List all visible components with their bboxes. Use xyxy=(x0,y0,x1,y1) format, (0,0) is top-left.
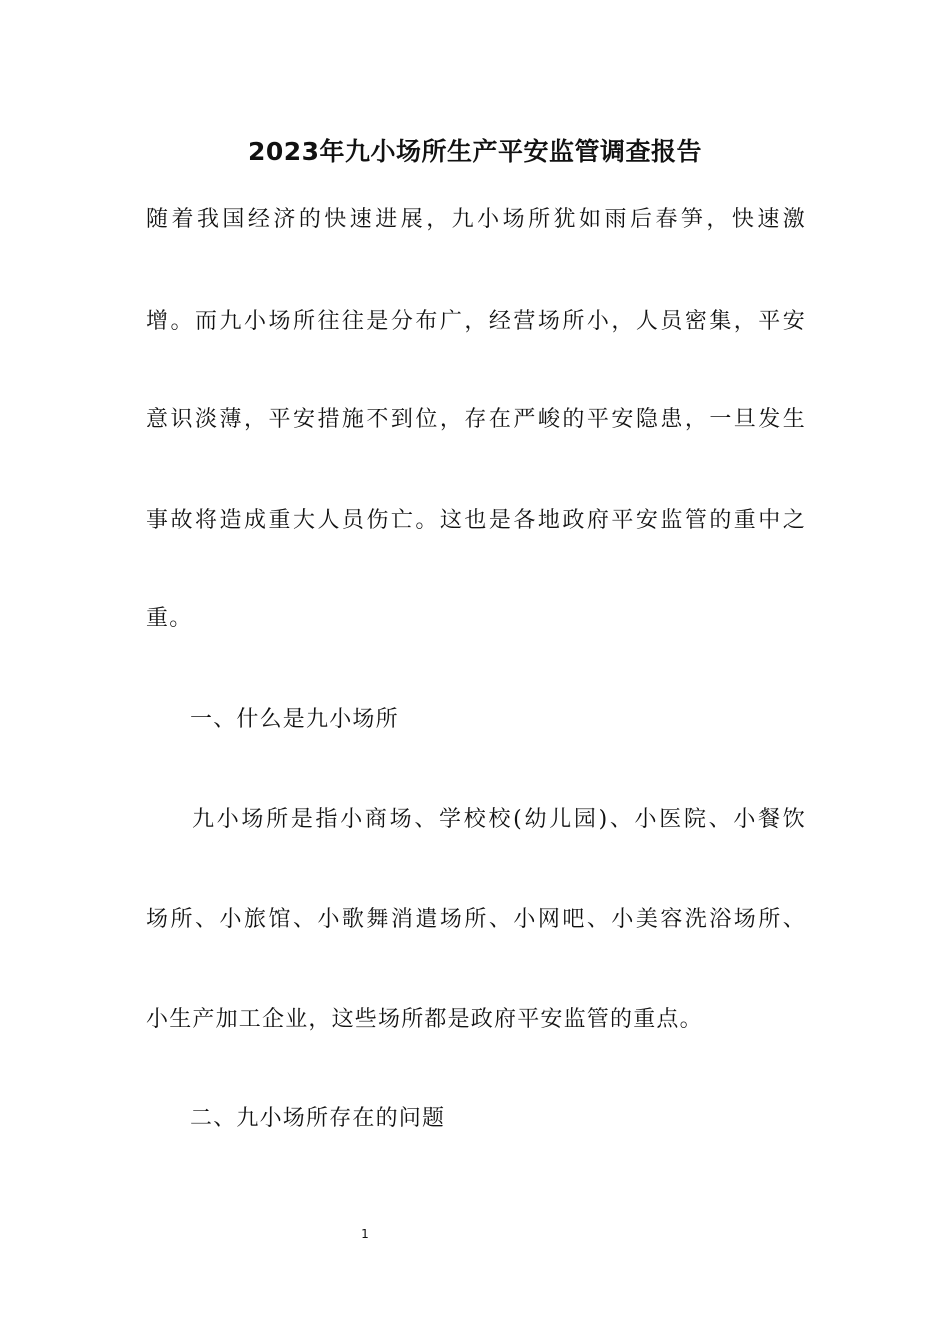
paragraph-line: 增。而九小场所往往是分布广，经营场所小，人员密集，平安 xyxy=(146,309,806,334)
paragraph-line: 场所、小旅馆、小歌舞消遣场所、小网吧、小美容洗浴场所、 xyxy=(146,907,806,932)
section-heading-2: 二、九小场所存在的问题 xyxy=(190,1106,446,1131)
document-title: 2023年九小场所生产平安监管调查报告 xyxy=(247,137,703,166)
paragraph-line: 九小场所是指小商场、学校校(幼儿园)、小医院、小餐饮 xyxy=(192,807,806,832)
paragraph-line: 事故将造成重大人员伤亡。这也是各地政府平安监管的重中之 xyxy=(146,508,806,533)
section-heading-1: 一、什么是九小场所 xyxy=(190,707,399,732)
paragraph-line: 小生产加工企业，这些场所都是政府平安监管的重点。 xyxy=(146,1007,703,1032)
paragraph-line: 意识淡薄，平安措施不到位，存在严峻的平安隐患，一旦发生 xyxy=(146,407,806,432)
paragraph-line: 随着我国经济的快速进展，九小场所犹如雨后春笋，快速激 xyxy=(146,207,806,232)
page-number: 1 xyxy=(361,1227,369,1241)
paragraph-line: 重。 xyxy=(146,606,193,631)
